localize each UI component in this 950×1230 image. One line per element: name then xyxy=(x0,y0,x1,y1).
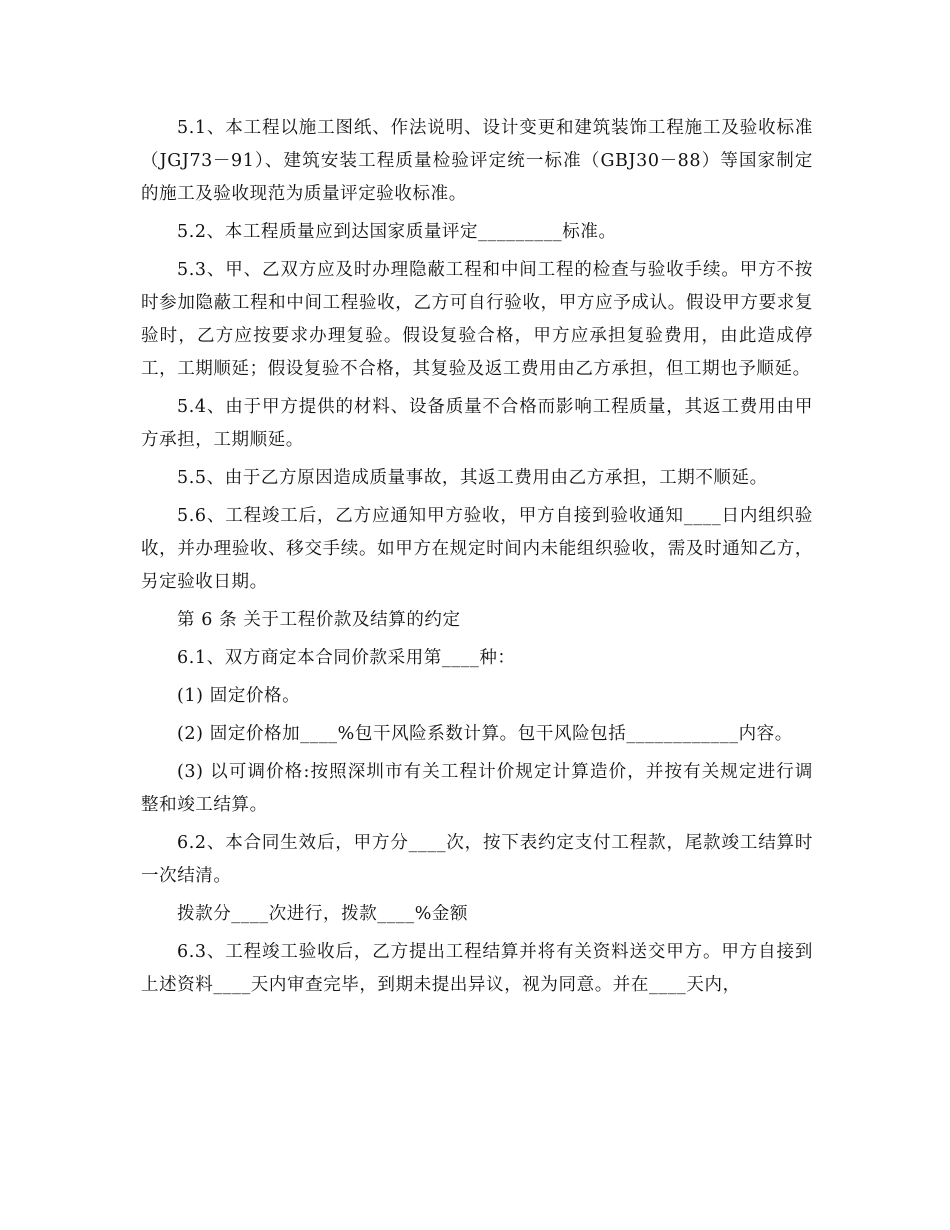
document-page xyxy=(141,112,813,1007)
clause-6-3: 6.3、工程竣工验收后，乙方提出工程结算并将有关资料送交甲方。甲方自接到上述资料____天内审查完毕，到期未提出异议，视为同意。并在____天内， xyxy=(141,942,813,995)
clause-5-1: 5.1、本工程以施工图纸、作法说明、设计变更和建筑装饰工程施工及验收标准（JGJ73－91）、建筑安装工程质量检验评定统一标准（GBJ30－88）等国家制定的施工及验收现范为质量评定验收标准。 xyxy=(141,118,813,204)
clause-5-4: 5.4、由于甲方提供的材料、设备质量不合格而影响工程质量，其返工费用由甲方承担，工期顺延。 xyxy=(141,397,813,450)
clause-5-6: 5.6、工程竣工后，乙方应通知甲方验收，甲方自接到验收通知____日内组织验收，并办理验收、移交手续。如甲方在规定时间内未能组织验收，需及时通知乙方，另定验收日期。 xyxy=(141,506,813,592)
option-1: (1) 固定价格。 xyxy=(177,686,301,706)
clause-5-5: 5.5、由于乙方原因造成质量事故，其返工费用由乙方承担，工期不顺延。 xyxy=(177,468,768,488)
article-6-heading: 第 6 条 关于工程价款及结算的约定 xyxy=(177,610,461,630)
option-3: (3) 以可调价格:按照深圳市有关工程计价规定计算造价，并按有关规定进行调整和竣工结算。 xyxy=(141,762,813,815)
clause-5-2: 5.2、本工程质量应到达国家质量评定_________标准。 xyxy=(177,222,617,242)
clause-5-3: 5.3、甲、乙双方应及时办理隐蔽工程和中间工程的检查与验收手续。甲方不按时参加隐蔽工程和中间工程验收，乙方可自行验收，甲方应予成认。假设甲方要求复验时，乙方应按要求办理复验。假设复验合格，甲方应承担复验费用，由此造成停工，工期顺延；假设复验不合格，其复验及返工费用由乙方承担，但工期也予顺延。 xyxy=(141,260,813,379)
clause-6-1: 6.1、双方商定本合同价款采用第____种： xyxy=(177,648,516,668)
clause-6-2: 6.2、本合同生效后，甲方分____次，按下表约定支付工程款，尾款竣工结算时一次结清。 xyxy=(141,833,813,886)
payment-installments: 拨款分____次进行，拨款____%金额 xyxy=(177,904,469,924)
option-2: (2) 固定价格加____%包干风险系数计算。包干风险包括____________内容。 xyxy=(177,724,793,744)
